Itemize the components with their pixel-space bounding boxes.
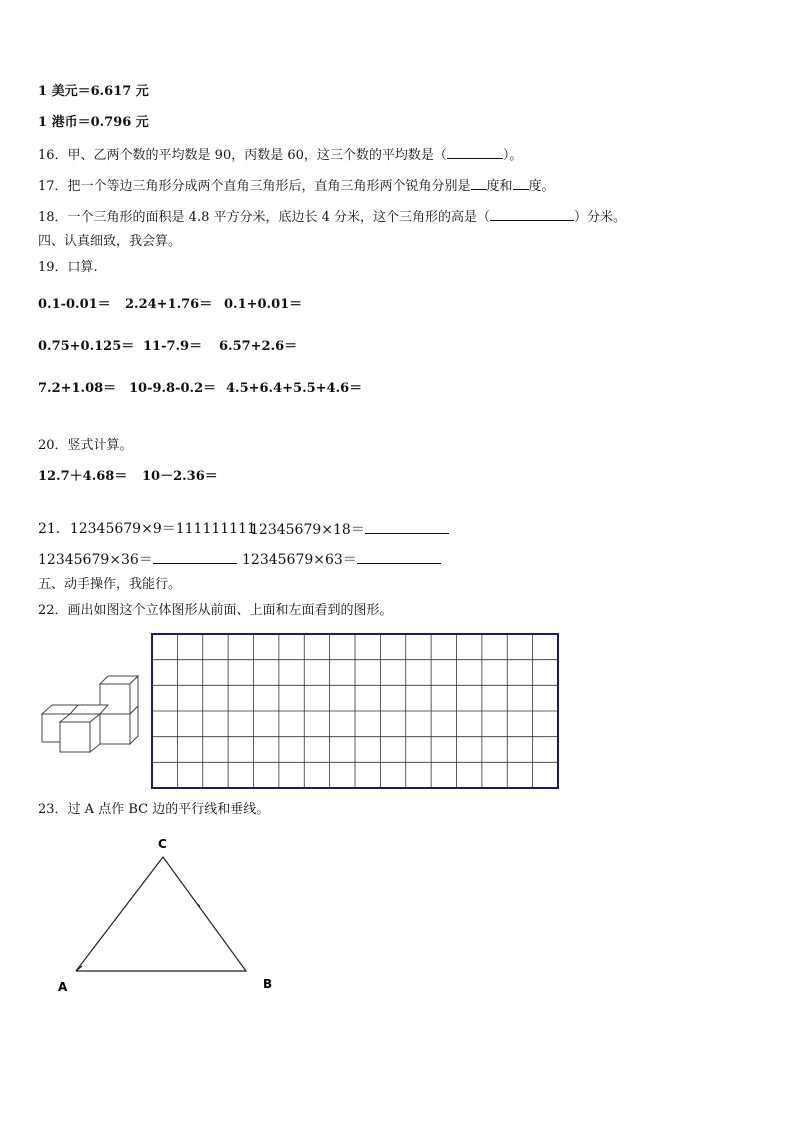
calc-item: 10－2.36＝	[142, 469, 218, 484]
calc-item: 2.24+1.76＝	[125, 297, 213, 312]
cube-face	[100, 714, 130, 744]
vertical-calc-row	[38, 469, 218, 485]
question-19-title: 19．口算.	[38, 260, 98, 275]
question-18-text: 18．一个三角形的面积是 4.8 平方分米，底边长 4 分米，这个三角形的高是（	[38, 210, 491, 225]
calc-item: 12.7＋4.68＝	[38, 469, 128, 484]
triangle-figure	[50, 832, 290, 1002]
answer-blank[interactable]	[357, 551, 441, 564]
section-5-heading: 五、动手操作，我能行。	[38, 577, 182, 592]
question-21-line-2	[38, 551, 357, 568]
calc-item: 11-7.9＝	[143, 339, 203, 354]
calc-item: 0.1+0.01＝	[224, 297, 303, 312]
question-21-item	[242, 551, 441, 568]
answer-blank[interactable]	[513, 177, 529, 190]
question-17-text: 17．把一个等边三角形分成两个直角三角形后，直角三角形两个锐角分别是	[38, 179, 471, 194]
question-20-title: 20．竖式计算。	[38, 438, 133, 453]
question-21-line-1	[38, 521, 365, 538]
calc-item: 6.57+2.6＝	[219, 339, 298, 354]
calc-item: 0.75+0.125＝	[38, 339, 135, 354]
mental-math-row-1	[38, 297, 303, 313]
calc-item: 7.2+1.08＝	[38, 381, 117, 396]
question-17-mid: 度和	[486, 179, 513, 194]
answer-blank[interactable]	[153, 551, 237, 564]
question-18-end: ）分米。	[574, 210, 627, 225]
calc-item: 10-9.8-0.2＝	[129, 381, 217, 396]
question-21-item	[38, 552, 237, 568]
question-16-end: ）。	[502, 148, 523, 163]
question-21-number: 21．	[38, 521, 70, 537]
equation-text: 12345679×18＝	[250, 522, 365, 538]
triangle-abc	[76, 857, 246, 971]
question-23-title: 23．过 A 点作 BC 边的平行线和垂线。	[38, 802, 270, 817]
calc-item: 0.1-0.01＝	[38, 297, 111, 312]
edge-mark	[197, 904, 200, 906]
question-18	[38, 208, 626, 226]
answer-blank[interactable]	[490, 208, 574, 221]
question-17-end: 度。	[528, 179, 555, 194]
given-equation: 12345679×9＝111111111	[69, 521, 256, 537]
answer-blank[interactable]	[471, 177, 487, 190]
equation-text: 12345679×36＝	[38, 552, 153, 568]
exchange-rate-usd: 1 美元＝6.617 元	[38, 84, 149, 99]
section-4-heading: 四、认真细致，我会算。	[38, 234, 182, 249]
vertex-label-c: C	[158, 837, 167, 851]
cube-stack-figure	[38, 672, 142, 754]
answer-blank[interactable]	[365, 521, 449, 534]
mental-math-row-2	[38, 339, 298, 355]
vertex-label-b: B	[263, 977, 273, 991]
answer-blank[interactable]	[447, 146, 503, 159]
vertex-label-a: A	[58, 980, 68, 994]
mental-math-row-3	[38, 381, 363, 397]
exchange-rate-hkd: 1 港币＝0.796 元	[38, 115, 149, 130]
question-16	[38, 146, 522, 164]
cube-face	[60, 722, 90, 752]
question-17	[38, 177, 555, 195]
question-21-item	[250, 521, 449, 538]
drawing-grid[interactable]	[150, 632, 560, 790]
calc-item: 4.5+6.4+5.5+4.6＝	[226, 381, 363, 396]
equation-text: 12345679×63＝	[242, 552, 357, 568]
question-22-title: 22．画出如图这个立体图形从前面、上面和左面看到的图形。	[38, 603, 393, 618]
question-16-text: 16．甲、乙两个数的平均数是 90，丙数是 60，这三个数的平均数是（	[38, 148, 447, 163]
